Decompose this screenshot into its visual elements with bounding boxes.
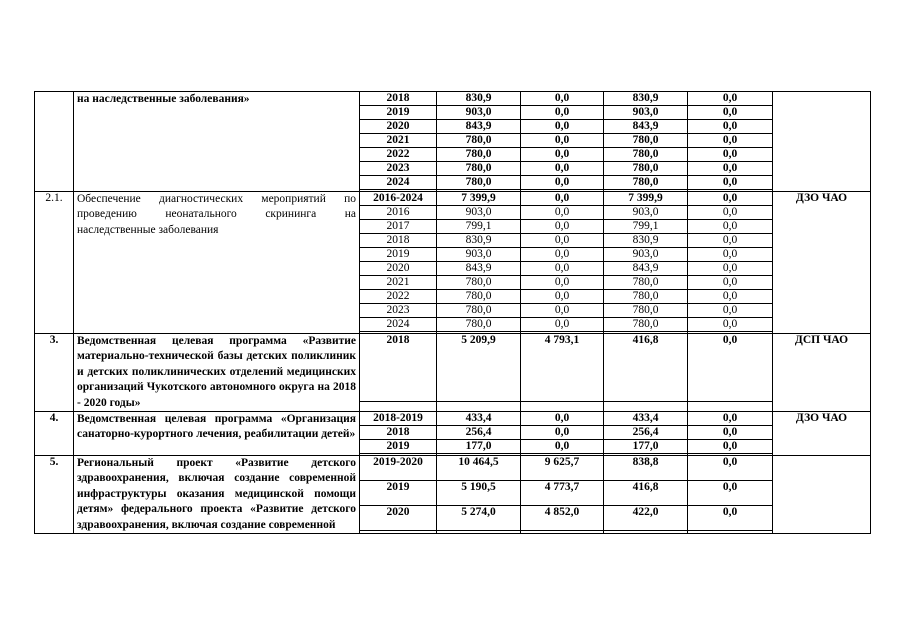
cell-period: 2018 <box>360 92 437 106</box>
spacer-cell <box>437 530 521 534</box>
cell-regional: 256,4 <box>604 426 688 440</box>
spacer-cell <box>521 402 604 412</box>
cell-regional: 843,9 <box>604 120 688 134</box>
cell-regional: 433,4 <box>604 412 688 426</box>
row-number <box>35 92 74 192</box>
cell-other: 0,0 <box>688 176 773 190</box>
cell-total: 780,0 <box>437 304 521 318</box>
table-row <box>35 192 871 206</box>
cell-period: 2018 <box>360 426 437 440</box>
cell-other: 0,0 <box>688 106 773 120</box>
cell-federal: 0,0 <box>521 304 604 318</box>
cell-regional: 422,0 <box>604 505 688 530</box>
cell-period: 2017 <box>360 220 437 234</box>
responsible-executor: ДЗО ЧАО <box>773 192 871 334</box>
cell-federal: 4 773,7 <box>521 480 604 505</box>
cell-federal: 0,0 <box>521 234 604 248</box>
cell-period: 2023 <box>360 304 437 318</box>
cell-total: 433,4 <box>437 412 521 426</box>
cell-period: 2022 <box>360 290 437 304</box>
cell-other: 0,0 <box>688 248 773 262</box>
cell-period: 2023 <box>360 162 437 176</box>
cell-total: 5 274,0 <box>437 505 521 530</box>
cell-regional: 903,0 <box>604 248 688 262</box>
cell-regional: 838,8 <box>604 456 688 481</box>
cell-federal: 0,0 <box>521 262 604 276</box>
cell-other: 0,0 <box>688 148 773 162</box>
cell-total: 7 399,9 <box>437 192 521 206</box>
cell-other: 0,0 <box>688 92 773 106</box>
cell-regional: 780,0 <box>604 134 688 148</box>
cell-federal: 0,0 <box>521 92 604 106</box>
cell-federal: 0,0 <box>521 192 604 206</box>
cell-federal: 0,0 <box>521 440 604 454</box>
cell-federal: 0,0 <box>521 276 604 290</box>
cell-period: 2018 <box>360 234 437 248</box>
cell-regional: 416,8 <box>604 480 688 505</box>
spacer-cell <box>360 530 437 534</box>
cell-regional: 7 399,9 <box>604 192 688 206</box>
cell-other: 0,0 <box>688 162 773 176</box>
row-number: 5. <box>35 456 74 534</box>
cell-federal: 0,0 <box>521 318 604 332</box>
cell-other: 0,0 <box>688 120 773 134</box>
spacer-cell <box>604 402 688 412</box>
cell-other: 0,0 <box>688 426 773 440</box>
cell-period: 2016-2024 <box>360 192 437 206</box>
cell-period: 2021 <box>360 276 437 290</box>
cell-regional: 177,0 <box>604 440 688 454</box>
cell-regional: 830,9 <box>604 234 688 248</box>
cell-other: 0,0 <box>688 276 773 290</box>
cell-federal: 0,0 <box>521 106 604 120</box>
responsible-executor: ДЗО ЧАО <box>773 412 871 456</box>
responsible-executor <box>773 92 871 192</box>
cell-period: 2016 <box>360 206 437 220</box>
cell-regional: 799,1 <box>604 220 688 234</box>
cell-other: 0,0 <box>688 456 773 481</box>
cell-federal: 0,0 <box>521 120 604 134</box>
cell-total: 830,9 <box>437 92 521 106</box>
cell-other: 0,0 <box>688 290 773 304</box>
cell-total: 5 190,5 <box>437 480 521 505</box>
cell-total: 780,0 <box>437 148 521 162</box>
cell-federal: 0,0 <box>521 206 604 220</box>
cell-regional: 780,0 <box>604 304 688 318</box>
cell-period: 2021 <box>360 134 437 148</box>
cell-total: 780,0 <box>437 176 521 190</box>
cell-other: 0,0 <box>688 134 773 148</box>
cell-period: 2019 <box>360 106 437 120</box>
cell-federal: 4 793,1 <box>521 334 604 402</box>
measure-name: Региональный проект «Развитие детского здравоохранения, включая создание современной инфраструктуры оказания медицинской помощи детям» федерального проекта «Развитие детского здравоохранения, включая создание современной <box>74 456 360 534</box>
cell-total: 903,0 <box>437 206 521 220</box>
cell-regional: 780,0 <box>604 276 688 290</box>
cell-regional: 830,9 <box>604 92 688 106</box>
cell-other: 0,0 <box>688 318 773 332</box>
spacer-cell <box>437 402 521 412</box>
cell-federal: 0,0 <box>521 162 604 176</box>
row-number: 4. <box>35 412 74 456</box>
measure-name: Ведомственная целевая программа «Развитие материально-технической базы детских поликлиник и детских поликлинических отделений медицинских организаций Чукотского автономного округа на 2018 - 2020 годы» <box>74 334 360 412</box>
cell-other: 0,0 <box>688 220 773 234</box>
cell-federal: 9 625,7 <box>521 456 604 481</box>
cell-other: 0,0 <box>688 262 773 276</box>
cell-total: 780,0 <box>437 162 521 176</box>
cell-total: 780,0 <box>437 276 521 290</box>
cell-period: 2018-2019 <box>360 412 437 426</box>
cell-regional: 903,0 <box>604 206 688 220</box>
cell-federal: 0,0 <box>521 134 604 148</box>
cell-period: 2020 <box>360 120 437 134</box>
cell-total: 903,0 <box>437 248 521 262</box>
spacer-cell <box>688 530 773 534</box>
cell-federal: 0,0 <box>521 176 604 190</box>
spacer-cell <box>688 402 773 412</box>
budget-table <box>34 91 871 534</box>
cell-total: 843,9 <box>437 120 521 134</box>
measure-name: на наследственные заболевания» <box>74 92 360 192</box>
table-row <box>35 412 871 426</box>
cell-total: 830,9 <box>437 234 521 248</box>
cell-other: 0,0 <box>688 440 773 454</box>
cell-regional: 903,0 <box>604 106 688 120</box>
cell-total: 5 209,9 <box>437 334 521 402</box>
cell-total: 177,0 <box>437 440 521 454</box>
cell-other: 0,0 <box>688 206 773 220</box>
cell-total: 780,0 <box>437 290 521 304</box>
cell-federal: 0,0 <box>521 426 604 440</box>
cell-other: 0,0 <box>688 505 773 530</box>
cell-other: 0,0 <box>688 334 773 402</box>
cell-period: 2020 <box>360 505 437 530</box>
cell-period: 2019 <box>360 440 437 454</box>
cell-regional: 780,0 <box>604 176 688 190</box>
cell-period: 2024 <box>360 176 437 190</box>
cell-period: 2019 <box>360 248 437 262</box>
cell-regional: 780,0 <box>604 290 688 304</box>
table-row <box>35 334 871 402</box>
spacer-cell <box>604 530 688 534</box>
table-row <box>35 456 871 481</box>
row-number: 3. <box>35 334 74 412</box>
row-number: 2.1. <box>35 192 74 334</box>
cell-total: 780,0 <box>437 134 521 148</box>
cell-total: 256,4 <box>437 426 521 440</box>
cell-regional: 843,9 <box>604 262 688 276</box>
spacer-cell <box>360 402 437 412</box>
cell-total: 799,1 <box>437 220 521 234</box>
table-row <box>35 92 871 106</box>
measure-name: Ведомственная целевая программа «Организация санаторно-курортного лечения, реабилитации детей» <box>74 412 360 456</box>
cell-other: 0,0 <box>688 192 773 206</box>
cell-period: 2019 <box>360 480 437 505</box>
cell-period: 2019-2020 <box>360 456 437 481</box>
cell-federal: 0,0 <box>521 248 604 262</box>
measure-name: Обеспечение диагностических мероприятий по проведению неонатального скрининга на наследственные заболевания <box>74 192 360 334</box>
cell-other: 0,0 <box>688 480 773 505</box>
responsible-executor <box>773 456 871 534</box>
cell-total: 903,0 <box>437 106 521 120</box>
cell-federal: 4 852,0 <box>521 505 604 530</box>
cell-federal: 0,0 <box>521 290 604 304</box>
cell-federal: 0,0 <box>521 412 604 426</box>
cell-regional: 780,0 <box>604 148 688 162</box>
cell-federal: 0,0 <box>521 148 604 162</box>
cell-regional: 780,0 <box>604 318 688 332</box>
spacer-cell <box>521 530 604 534</box>
responsible-executor: ДСП ЧАО <box>773 334 871 412</box>
cell-period: 2018 <box>360 334 437 402</box>
cell-total: 10 464,5 <box>437 456 521 481</box>
cell-period: 2022 <box>360 148 437 162</box>
cell-federal: 0,0 <box>521 220 604 234</box>
cell-other: 0,0 <box>688 304 773 318</box>
cell-regional: 780,0 <box>604 162 688 176</box>
cell-other: 0,0 <box>688 412 773 426</box>
cell-regional: 416,8 <box>604 334 688 402</box>
cell-total: 780,0 <box>437 318 521 332</box>
cell-total: 843,9 <box>437 262 521 276</box>
cell-period: 2020 <box>360 262 437 276</box>
cell-other: 0,0 <box>688 234 773 248</box>
cell-period: 2024 <box>360 318 437 332</box>
